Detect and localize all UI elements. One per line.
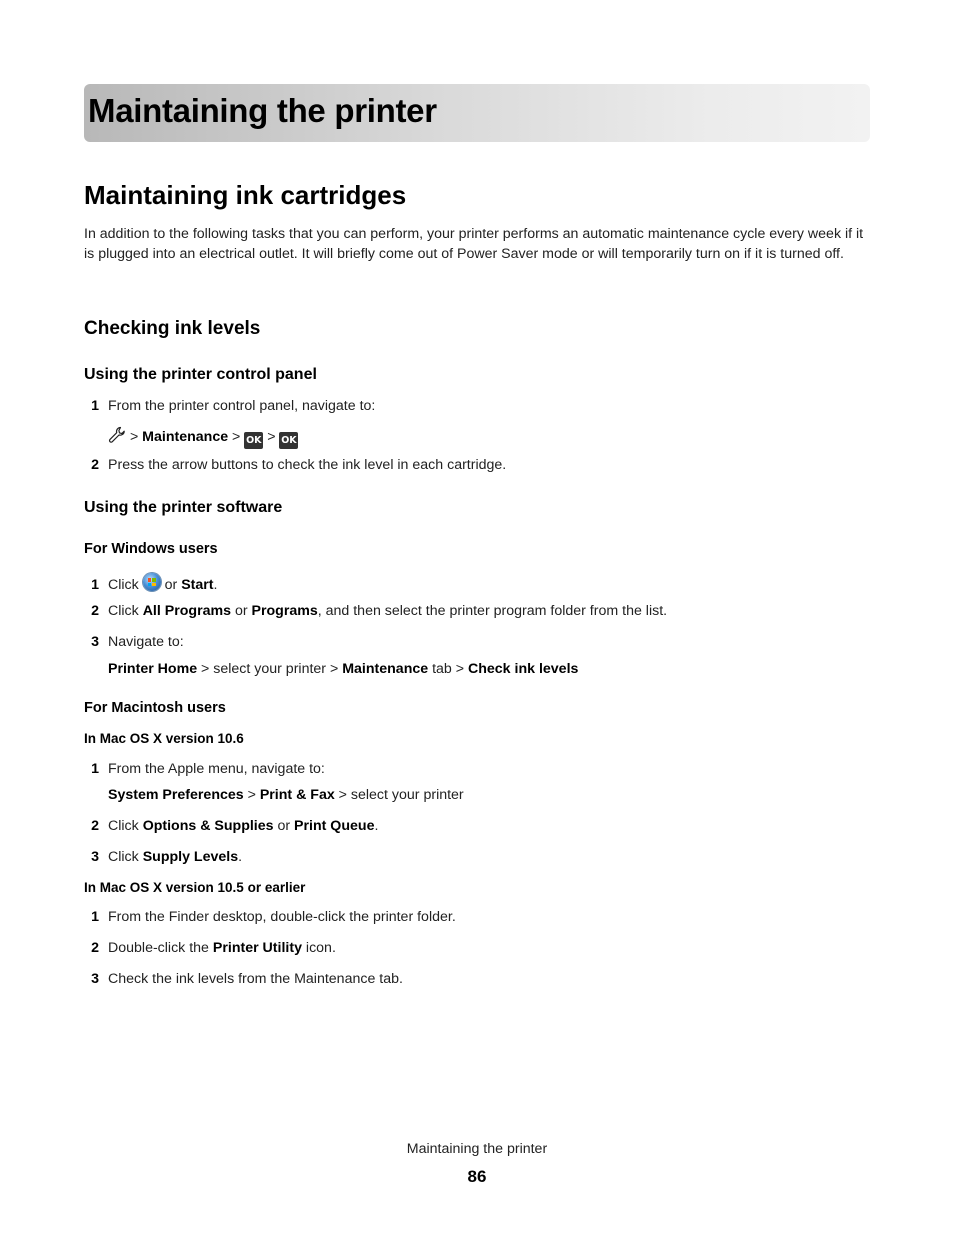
step-number: 2 — [91, 603, 99, 619]
windows-step-1 — [84, 573, 217, 593]
step-text: Click — [108, 603, 143, 619]
subsection-title: Checking ink levels — [84, 318, 261, 339]
path-separator: > — [263, 429, 280, 445]
path-maintenance: Maintenance — [142, 429, 229, 445]
mac106-step-1 — [84, 761, 325, 777]
windows-step-2 — [84, 603, 667, 619]
footer-chapter-label: Maintaining the printer — [406, 1141, 548, 1157]
mac106-path — [108, 787, 464, 803]
all-programs-label: All Programs — [142, 603, 231, 619]
ok-button-icon: OK — [244, 432, 263, 449]
chapter-title: Maintaining the printer — [88, 92, 437, 129]
path-system-preferences: System Preferences — [108, 787, 244, 803]
software-heading: Using the printer software — [84, 499, 283, 516]
path-text: tab > — [428, 661, 468, 677]
step-text: or — [231, 603, 252, 619]
step-text: Click — [108, 818, 143, 834]
options-supplies-label: Options & Supplies — [142, 818, 274, 834]
step-text: . — [238, 849, 243, 865]
mac105-step-3 — [84, 971, 403, 987]
start-label: Start — [181, 577, 214, 593]
step-text: . — [213, 577, 218, 593]
step-text: , and then select the printer program folder from the list. — [317, 603, 668, 619]
path-check-ink-levels: Check ink levels — [467, 661, 579, 677]
step-number: 2 — [91, 818, 99, 834]
programs-label: Programs — [251, 603, 318, 619]
windows-heading: For Windows users — [84, 541, 218, 557]
step-number: 3 — [91, 634, 99, 650]
mac105-step-1 — [84, 909, 456, 925]
step-text: Click — [108, 849, 143, 865]
step-text: Press the arrow buttons to check the ink level in each cartridge. — [108, 457, 507, 473]
printer-utility-label: Printer Utility — [212, 940, 302, 956]
step-text: From the Apple menu, navigate to: — [108, 761, 325, 777]
wrench-icon — [108, 426, 126, 444]
control-panel-step-2 — [84, 457, 506, 473]
step-number: 1 — [91, 577, 99, 593]
step-text: From the printer control panel, navigate to: — [108, 398, 376, 414]
path-text: > select your printer > — [197, 661, 343, 677]
supply-levels-label: Supply Levels — [142, 849, 239, 865]
step-text: . — [374, 818, 379, 834]
control-panel-path — [108, 426, 298, 449]
mac105-step-2 — [84, 940, 336, 956]
step-text: Check the ink levels from the Maintenance tab. — [108, 971, 403, 987]
step-text: Double-click the — [108, 940, 213, 956]
step-text: From the Finder desktop, double-click the printer folder. — [108, 909, 456, 925]
step-text: icon. — [301, 940, 336, 956]
mac-106-heading: In Mac OS X version 10.6 — [84, 731, 244, 746]
control-panel-heading: Using the printer control panel — [84, 366, 317, 383]
ok-button-icon: OK — [279, 432, 298, 449]
mac106-step-2 — [84, 818, 378, 834]
path-printer-home: Printer Home — [108, 661, 198, 677]
path-print-fax: Print & Fax — [259, 787, 335, 803]
mac106-step-3 — [84, 849, 242, 865]
windows-step-3 — [84, 634, 184, 650]
step-number: 1 — [91, 761, 99, 777]
windows-start-icon — [143, 573, 161, 591]
page-number: 86 — [467, 1167, 487, 1186]
control-panel-step-1 — [84, 398, 375, 414]
step-number: 1 — [91, 398, 99, 414]
step-number: 2 — [91, 457, 99, 473]
path-text: > select your printer — [334, 787, 464, 803]
intro-paragraph: In addition to the following tasks that you can perform, your printer performs an automatic maintenance cycle every week if it is plugged into an electrical outlet. It will briefly come out of Power Saver mode or will temporarily turn on if it is turned off. — [84, 226, 864, 262]
path-separator: > — [126, 429, 143, 445]
step-number: 3 — [91, 849, 99, 865]
step-number: 2 — [91, 940, 99, 956]
step-text: or — [273, 818, 295, 834]
path-separator: > — [228, 429, 245, 445]
mac-heading: For Macintosh users — [84, 700, 226, 716]
step-number: 3 — [91, 971, 99, 987]
step-text: Navigate to: — [108, 634, 184, 650]
path-text: > — [243, 787, 260, 803]
mac-105-heading: In Mac OS X version 10.5 or earlier — [84, 880, 306, 895]
windows-path — [108, 661, 578, 677]
print-queue-label: Print Queue — [294, 818, 375, 834]
section-title: Maintaining ink cartridges — [84, 180, 407, 210]
step-text: or — [160, 577, 182, 593]
step-number: 1 — [91, 909, 99, 925]
path-maintenance: Maintenance — [342, 661, 429, 677]
step-text: Click — [108, 577, 143, 593]
